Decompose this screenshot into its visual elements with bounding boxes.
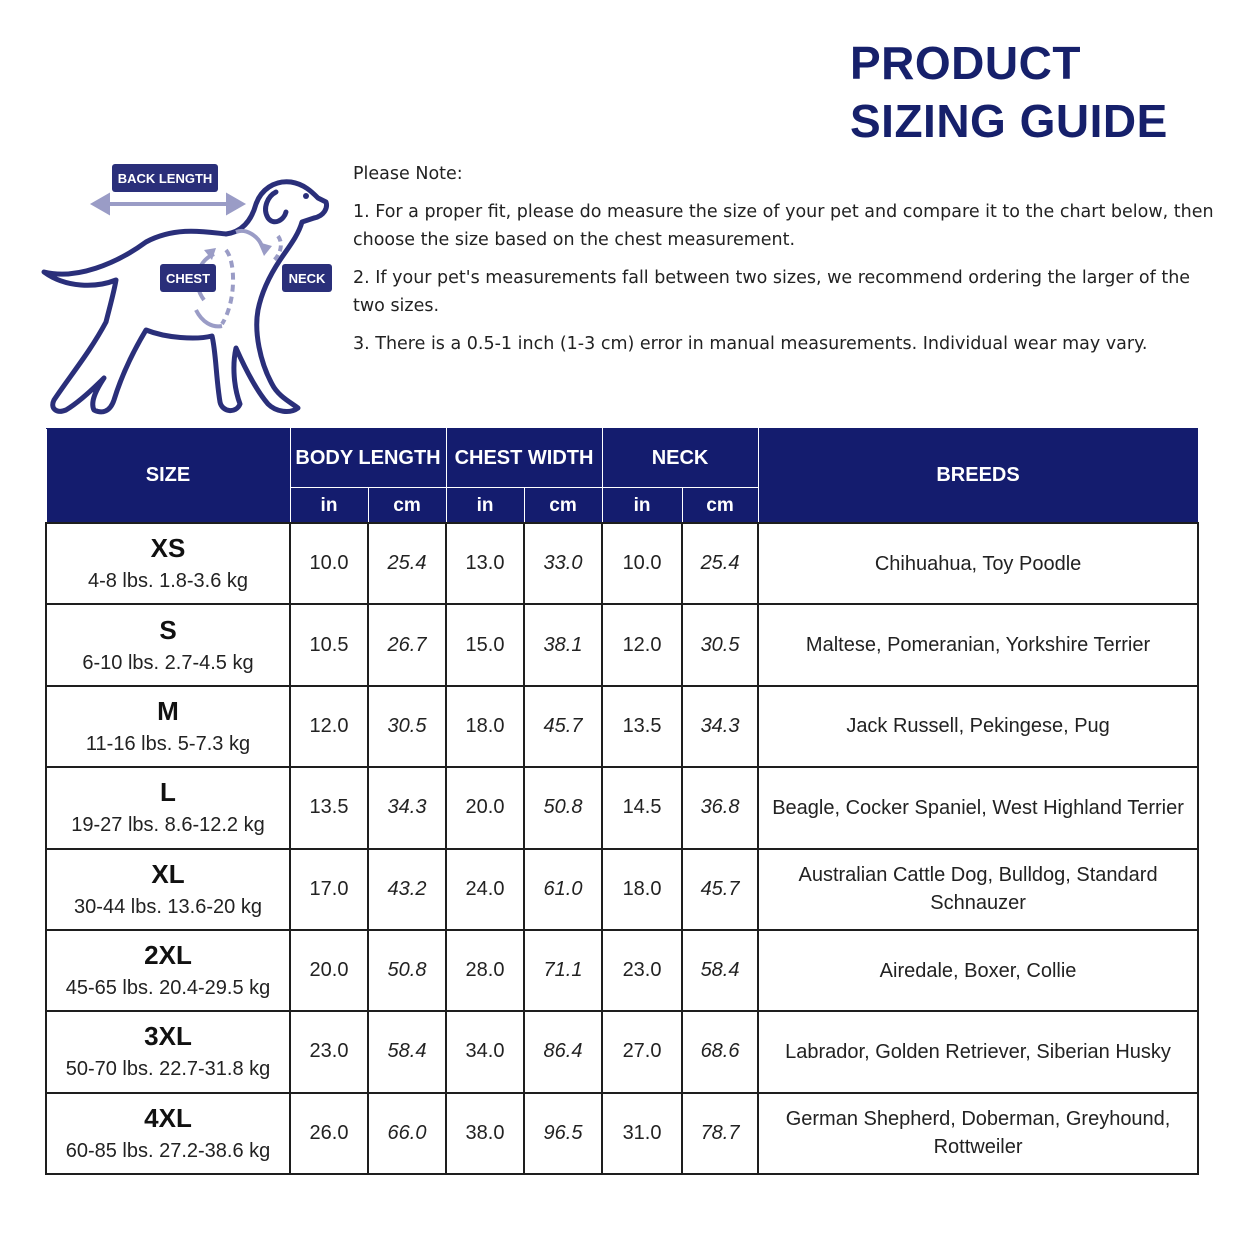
neck-cm-cell: 58.4 — [682, 930, 758, 1011]
header-unit-cm: cm — [682, 488, 758, 524]
table-row — [46, 1011, 1198, 1092]
page-title — [850, 34, 1230, 150]
header-breeds: BREEDS — [758, 429, 1198, 524]
title-line-1: PRODUCT — [850, 37, 1081, 89]
title-line-2: SIZING GUIDE — [850, 95, 1168, 147]
table-row — [46, 849, 1198, 930]
header-size: SIZE — [46, 429, 290, 524]
body-length-in-cell: 26.0 — [290, 1093, 368, 1174]
breeds-cell: Maltese, Pomeranian, Yorkshire Terrier — [758, 604, 1198, 685]
size-table-body — [46, 523, 1198, 1174]
table-row — [46, 1093, 1198, 1174]
neck-cm-cell: 78.7 — [682, 1093, 758, 1174]
weight-range: 19-27 lbs. 8.6-12.2 kg — [71, 814, 265, 837]
chest-width-cm-cell: 86.4 — [524, 1011, 602, 1092]
chest-width-in-cell: 28.0 — [446, 930, 524, 1011]
back-length-label — [112, 164, 218, 192]
neck-in-cell: 27.0 — [602, 1011, 682, 1092]
size-label: 2XL — [144, 940, 192, 971]
neck-cm-cell: 25.4 — [682, 523, 758, 604]
notes-section — [353, 160, 1223, 368]
neck-in-cell: 14.5 — [602, 767, 682, 848]
neck-in-cell: 13.5 — [602, 686, 682, 767]
header-chest-width: CHEST WIDTH — [446, 429, 602, 488]
size-label: L — [160, 777, 176, 808]
size-chart-table — [45, 428, 1199, 1175]
weight-range: 30-44 lbs. 13.6-20 kg — [74, 895, 262, 918]
size-label: 3XL — [144, 1021, 192, 1052]
svg-text:CHEST: CHEST — [165, 271, 211, 286]
body-length-in-cell: 23.0 — [290, 1011, 368, 1092]
body-length-cm-cell: 26.7 — [368, 604, 446, 685]
header-neck: NECK — [602, 429, 758, 488]
body-length-in-cell: 10.0 — [290, 523, 368, 604]
weight-range: 4-8 lbs. 1.8-3.6 kg — [87, 570, 249, 593]
neck-cm-cell: 30.5 — [682, 604, 758, 685]
chest-width-cm-cell: 50.8 — [524, 767, 602, 848]
header-unit-in: in — [602, 488, 682, 524]
neck-cm-cell: 68.6 — [682, 1011, 758, 1092]
body-length-cm-cell: 66.0 — [368, 1093, 446, 1174]
size-cell — [46, 1011, 290, 1092]
chest-width-in-cell: 38.0 — [446, 1093, 524, 1174]
chest-width-cm-cell: 71.1 — [524, 930, 602, 1011]
body-length-cm-cell: 34.3 — [368, 767, 446, 848]
size-cell — [46, 767, 290, 848]
neck-label — [282, 264, 332, 292]
size-cell — [46, 849, 290, 930]
weight-range: 6-10 lbs. 2.7-4.5 kg — [82, 651, 254, 674]
size-cell — [46, 1093, 290, 1174]
header-unit-cm: cm — [368, 488, 446, 524]
svg-text:NECK: NECK — [288, 271, 326, 286]
chest-width-cm-cell: 61.0 — [524, 849, 602, 930]
neck-in-cell: 10.0 — [602, 523, 682, 604]
notes-heading: Please Note: — [353, 164, 463, 184]
size-label: 4XL — [144, 1102, 192, 1133]
size-label: M — [157, 695, 179, 726]
chest-width-in-cell: 24.0 — [446, 849, 524, 930]
body-length-cm-cell: 25.4 — [368, 523, 446, 604]
size-cell — [46, 686, 290, 767]
weight-range: 60-85 lbs. 27.2-38.6 kg — [65, 1139, 271, 1162]
size-cell — [46, 930, 290, 1011]
breeds-cell: Australian Cattle Dog, Bulldog, Standard Schnauzer — [758, 849, 1198, 930]
header-unit-in: in — [446, 488, 524, 524]
neck-cm-cell: 45.7 — [682, 849, 758, 930]
size-label: S — [159, 614, 177, 645]
breeds-cell: Jack Russell, Pekingese, Pug — [758, 686, 1198, 767]
chest-label — [160, 264, 216, 292]
body-length-in-cell: 20.0 — [290, 930, 368, 1011]
header-body-length: BODY LENGTH — [290, 429, 446, 488]
breeds-cell: Chihuahua, Toy Poodle — [758, 523, 1198, 604]
weight-range: 45-65 lbs. 20.4-29.5 kg — [65, 977, 271, 999]
dog-outline-icon — [44, 182, 327, 412]
chest-width-cm-cell: 96.5 — [524, 1093, 602, 1174]
breeds-cell: German Shepherd, Doberman, Greyhound, Rottweiler — [758, 1093, 1198, 1174]
body-length-in-cell: 17.0 — [290, 849, 368, 930]
chest-width-in-cell: 15.0 — [446, 604, 524, 685]
note-item: 2. If your pet's measurements fall between two sizes, we recommend ordering the larger of the two sizes. — [353, 268, 1191, 316]
header-unit-in: in — [290, 488, 368, 524]
chest-width-in-cell: 18.0 — [446, 686, 524, 767]
note-item: 1. For a proper fit, please do measure the size of your pet and compare it to the chart below, then choose the size based on the chest measurement. — [353, 202, 1214, 250]
table-row — [46, 686, 1198, 767]
breeds-cell: Beagle, Cocker Spaniel, West Highland Terrier — [758, 767, 1198, 848]
body-length-in-cell: 13.5 — [290, 767, 368, 848]
chest-width-in-cell: 34.0 — [446, 1011, 524, 1092]
weight-range: 50-70 lbs. 22.7-31.8 kg — [65, 1058, 271, 1081]
back-length-arrow-icon — [94, 196, 242, 212]
neck-in-cell: 18.0 — [602, 849, 682, 930]
size-cell — [46, 523, 290, 604]
chest-width-cm-cell: 33.0 — [524, 523, 602, 604]
chest-width-in-cell: 13.0 — [446, 523, 524, 604]
breeds-cell: Labrador, Golden Retriever, Siberian Husky — [758, 1011, 1198, 1092]
table-row — [46, 930, 1198, 1011]
neck-in-cell: 23.0 — [602, 930, 682, 1011]
chest-width-in-cell: 20.0 — [446, 767, 524, 848]
dog-eye-icon — [303, 193, 309, 199]
svg-text:BACK LENGTH: BACK LENGTH — [117, 171, 213, 186]
note-item: 3. There is a 0.5-1 inch (1-3 cm) error in manual measurements. Individual wear may vary. — [353, 334, 1148, 354]
weight-range: 11-16 lbs. 5-7.3 kg — [85, 732, 251, 755]
body-length-cm-cell: 30.5 — [368, 686, 446, 767]
dog-measurement-diagram — [36, 152, 346, 422]
neck-cm-cell: 36.8 — [682, 767, 758, 848]
chest-width-cm-cell: 45.7 — [524, 686, 602, 767]
header-unit-cm: cm — [524, 488, 602, 524]
body-length-in-cell: 12.0 — [290, 686, 368, 767]
breeds-cell: Airedale, Boxer, Collie — [758, 930, 1198, 1011]
body-length-in-cell: 10.5 — [290, 604, 368, 685]
size-label: XL — [151, 858, 185, 889]
size-cell — [46, 604, 290, 685]
size-label: XS — [150, 533, 186, 564]
chest-width-cm-cell: 38.1 — [524, 604, 602, 685]
neck-in-cell: 31.0 — [602, 1093, 682, 1174]
neck-arrow-icon — [236, 231, 281, 262]
table-row — [46, 604, 1198, 685]
body-length-cm-cell: 43.2 — [368, 849, 446, 930]
table-row — [46, 523, 1198, 604]
neck-in-cell: 12.0 — [602, 604, 682, 685]
table-row — [46, 767, 1198, 848]
body-length-cm-cell: 58.4 — [368, 1011, 446, 1092]
neck-cm-cell: 34.3 — [682, 686, 758, 767]
body-length-cm-cell: 50.8 — [368, 930, 446, 1011]
